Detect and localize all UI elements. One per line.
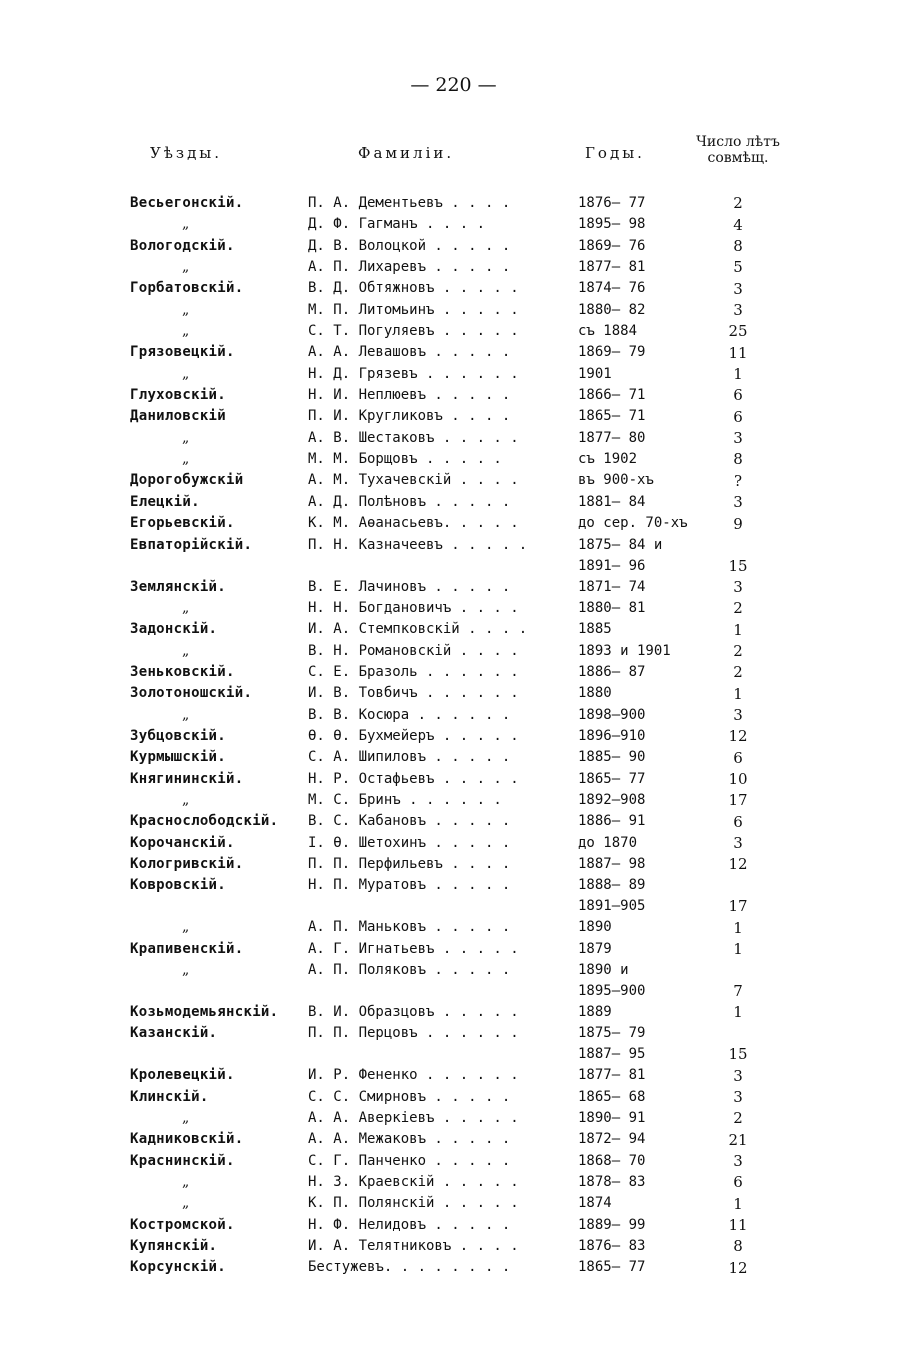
table-row: [130, 278, 768, 299]
years-cell: [578, 257, 708, 278]
years-count-cell: 12: [728, 1258, 748, 1277]
years-count-cell: 2: [733, 194, 743, 213]
years-line: 1890 и: [578, 962, 629, 978]
table-row: [130, 577, 768, 598]
table-row: [130, 321, 768, 342]
years-cell: [578, 662, 708, 683]
surname-cell: К. П. Полянскій . . . . .: [308, 1195, 519, 1212]
years-line: 1888— 89: [578, 877, 646, 894]
header-chislo-let-line1: Число лѣтъ: [696, 134, 780, 150]
table-row: [130, 1236, 768, 1257]
years-cell: [578, 1002, 708, 1023]
years-count-cell: 3: [733, 301, 743, 320]
years-line: 1887— 98: [578, 855, 646, 872]
surname-cell: Н. Ф. Нелидовъ . . . . .: [308, 1216, 511, 1233]
years-line: до сер. 70-хъ: [578, 515, 688, 532]
uezd-cell: Корсунскій.: [130, 1259, 227, 1276]
uezd-cell: „: [182, 301, 190, 318]
years-count-cell: 12: [728, 727, 748, 746]
years-count-cell: ?: [733, 471, 743, 490]
table-row: [130, 726, 768, 747]
years-count-cell: 3: [733, 1066, 743, 1085]
years-cell: [578, 1151, 708, 1172]
years-count-cell: 15: [728, 556, 748, 575]
surname-cell: С. Г. Панченко . . . . .: [308, 1152, 511, 1169]
years-count-cell: 12: [728, 855, 748, 874]
years-cell: [578, 214, 708, 235]
years-count-cell: 3: [733, 833, 743, 852]
years-cell: [578, 917, 708, 938]
uezd-cell: „: [182, 1195, 190, 1212]
uezd-cell: „: [182, 216, 190, 233]
uezd-cell: „: [182, 259, 190, 276]
years-cell: [578, 811, 708, 832]
years-line: до 1870: [578, 834, 638, 851]
table-row: [130, 1002, 768, 1023]
years-cell: [578, 321, 708, 342]
years-count-cell: 8: [733, 1237, 743, 1256]
uezd-cell: Евпаторійскій.: [130, 536, 253, 553]
years-line: въ 900-хъ: [578, 472, 654, 489]
table-row: [130, 875, 768, 917]
years-cell: [578, 1172, 708, 1193]
uezd-cell: „: [182, 962, 190, 978]
marshals-table-body: [130, 193, 768, 1279]
table-row: [130, 917, 768, 938]
table-row: [130, 470, 768, 491]
table-row: [130, 385, 768, 406]
years-line: 1901: [578, 365, 612, 382]
years-count-cell: 3: [733, 279, 743, 298]
header-chislo-let-line2: совмѣщ.: [707, 150, 769, 166]
years-count-cell: 1: [733, 684, 743, 703]
surname-cell: П. И. Кругликовъ . . . .: [308, 408, 511, 425]
years-cell: [578, 1236, 708, 1257]
years-count-cell: 25: [728, 322, 748, 341]
years-line: 1872— 94: [578, 1131, 646, 1148]
years-count-cell: 2: [733, 599, 743, 618]
years-cell: [578, 342, 708, 363]
uezd-cell: Козьмодемьянскій.: [130, 1004, 279, 1020]
years-cell: [578, 278, 708, 299]
years-line: 1876— 77: [578, 195, 646, 211]
surname-cell: В. Д. Обтяжновъ . . . . .: [308, 280, 519, 297]
surname-cell: В. И. Образцовъ . . . . .: [308, 1004, 519, 1020]
years-count-cell: 6: [733, 812, 743, 831]
years-count-cell: 3: [733, 1152, 743, 1171]
years-line: 1891— 96: [578, 557, 646, 574]
surname-cell: А. А. Левашовъ . . . . .: [308, 344, 511, 361]
uezd-cell: Купянскій.: [130, 1238, 218, 1255]
years-count-cell: 6: [733, 386, 743, 405]
table-row: [130, 513, 768, 534]
surname-cell: П. А. Дементьевъ . . . .: [308, 195, 511, 211]
years-line: 1869— 76: [578, 237, 646, 254]
years-cell: [578, 577, 708, 598]
uezd-cell: Елецкій.: [130, 493, 200, 510]
table-row: [130, 833, 768, 854]
years-line: 1874: [578, 1195, 612, 1212]
years-cell: [578, 535, 708, 577]
table-row: [130, 662, 768, 683]
years-line: 1895— 98: [578, 216, 646, 233]
years-cell: [578, 470, 708, 491]
surname-cell: Ѳ. Ѳ. Бухмейеръ . . . . .: [308, 727, 519, 744]
years-line: 1880: [578, 685, 612, 702]
years-line: 1877— 80: [578, 429, 646, 446]
table-row: [130, 1151, 768, 1172]
years-line: 1890— 91: [578, 1110, 646, 1127]
surname-cell: С. С. Смирновъ . . . . .: [308, 1088, 511, 1105]
header-uezdy: Уѣзды.: [150, 144, 223, 162]
uezd-cell: Грязовецкій.: [130, 344, 235, 361]
years-count-cell: 3: [733, 577, 743, 596]
table-row: [130, 236, 768, 257]
uezd-cell: Зеньковскій.: [130, 663, 235, 680]
years-line: 1865— 68: [578, 1088, 646, 1105]
table-row: [130, 535, 768, 577]
header-familii: Фамиліи.: [358, 144, 455, 162]
uezd-cell: Егорьевскій.: [130, 515, 235, 532]
years-line: 1886— 91: [578, 813, 646, 830]
years-cell: [578, 300, 708, 321]
years-cell: [578, 1065, 708, 1086]
surname-cell: М. М. Борщовъ . . . . .: [308, 451, 502, 468]
table-row: [130, 214, 768, 235]
marshals-table: [130, 193, 768, 1279]
years-line: 1874— 76: [578, 280, 646, 297]
surname-cell: И. А. Стемпковскій . . . .: [308, 621, 528, 638]
table-row: [130, 492, 768, 513]
uezd-cell: Весьегонскій.: [130, 195, 244, 211]
years-count-cell: 3: [733, 705, 743, 724]
years-line: 1885— 90: [578, 749, 646, 766]
years-cell: [578, 1087, 708, 1108]
surname-cell: А. В. Шестаковъ . . . . .: [308, 429, 519, 446]
uezd-cell: „: [182, 429, 190, 446]
surname-cell: А. Д. Полѣновъ . . . . .: [308, 493, 511, 510]
years-line: 1868— 70: [578, 1152, 646, 1169]
uezd-cell: Вологодскій.: [130, 237, 235, 254]
uezd-cell: Костромской.: [130, 1216, 235, 1233]
years-count-cell: 4: [733, 215, 743, 234]
uezd-cell: Кадниковскій.: [130, 1131, 244, 1148]
surname-cell: В. В. Косюра . . . . . .: [308, 706, 511, 723]
table-row: [130, 1257, 768, 1278]
years-line: 1877— 81: [578, 259, 646, 276]
table-row: [130, 342, 768, 363]
surname-cell: Н. Д. Грязевъ . . . . . .: [308, 365, 519, 382]
years-line: 1880— 82: [578, 301, 646, 318]
table-row: [130, 1172, 768, 1193]
table-row: [130, 790, 768, 811]
table-row: [130, 1087, 768, 1108]
surname-cell: А. А. Аверкіевъ . . . . .: [308, 1110, 519, 1127]
years-line: 1876— 83: [578, 1238, 646, 1255]
uezd-cell: Кролевецкій.: [130, 1067, 235, 1084]
years-line: 1879: [578, 940, 612, 957]
years-line: 1880— 81: [578, 599, 646, 616]
surname-cell: Н. З. Краевскій . . . . .: [308, 1174, 519, 1191]
years-count-cell: 8: [733, 237, 743, 256]
table-row: [130, 641, 768, 662]
uezd-cell: Золотоношскій.: [130, 685, 253, 702]
years-line: 1889: [578, 1004, 612, 1020]
years-line: съ 1902: [578, 451, 638, 468]
surname-cell: Н. Н. Богдановичъ . . . .: [308, 599, 519, 616]
table-row: [130, 598, 768, 619]
uezd-cell: Княгининскій.: [130, 770, 244, 787]
years-cell: [578, 1193, 708, 1214]
years-count-cell: 2: [733, 1109, 743, 1128]
surname-cell: Бестужевъ. . . . . . . .: [308, 1259, 511, 1276]
years-line: 1893 и 1901: [578, 642, 671, 659]
years-line: 1869— 79: [578, 344, 646, 361]
years-cell: [578, 1108, 708, 1129]
years-line: 1875— 84 и: [578, 536, 663, 553]
uezd-cell: Краснинскій.: [130, 1152, 235, 1169]
surname-cell: И. Р. Фененко . . . . . .: [308, 1067, 519, 1084]
years-count-cell: 7: [733, 982, 743, 1000]
table-row: [130, 1215, 768, 1236]
surname-cell: В. Е. Лачиновъ . . . . .: [308, 578, 511, 595]
years-count-cell: 2: [733, 641, 743, 660]
surname-cell: И. А. Телятниковъ . . . .: [308, 1238, 519, 1255]
years-line: 1885: [578, 621, 612, 638]
table-row: [130, 406, 768, 427]
uezd-cell: Крапивенскій.: [130, 940, 244, 957]
table-row: [130, 619, 768, 640]
table-row: [130, 683, 768, 704]
uezd-cell: „: [182, 323, 190, 340]
table-row: [130, 193, 768, 214]
years-line: 1898—900: [578, 706, 646, 723]
years-count-cell: 1: [733, 940, 743, 958]
surname-cell: М. П. Литомьинъ . . . . .: [308, 301, 519, 318]
uezd-cell: Горбатовскій.: [130, 280, 244, 297]
uezd-cell: „: [182, 919, 190, 936]
years-count-cell: 2: [733, 663, 743, 682]
years-cell: [578, 1257, 708, 1278]
uezd-cell: Краснослободскій.: [130, 813, 279, 830]
surname-cell: А. П. Поляковъ . . . . .: [308, 962, 511, 978]
surname-cell: С. Т. Погуляевъ . . . . .: [308, 323, 519, 340]
years-cell: [578, 492, 708, 513]
years-count-cell: 1: [733, 620, 743, 639]
table-row: [130, 960, 768, 1002]
uezd-cell: „: [182, 642, 190, 659]
surname-cell: Н. Р. Остафьевъ . . . . .: [308, 770, 519, 787]
years-count-cell: 6: [733, 1173, 743, 1192]
years-cell: [578, 619, 708, 640]
years-cell: [578, 406, 708, 427]
uezd-cell: Дорогобужскій: [130, 472, 244, 489]
years-cell: [578, 769, 708, 790]
header-chislo-let: [690, 134, 786, 166]
uezd-cell: Ковровскій.: [130, 877, 227, 894]
uezd-cell: „: [182, 1174, 190, 1191]
table-row: [130, 854, 768, 875]
table-row: [130, 1065, 768, 1086]
table-row: [130, 939, 768, 960]
surname-cell: И. В. Товбичъ . . . . . .: [308, 685, 519, 702]
uezd-cell: Клинскій.: [130, 1088, 209, 1105]
years-line: 1871— 74: [578, 578, 646, 595]
uezd-cell: Землянскій.: [130, 578, 227, 595]
years-cell: [578, 854, 708, 875]
surname-cell: В. Н. Романовскій . . . .: [308, 642, 519, 659]
uezd-cell: Глуховскій.: [130, 387, 227, 404]
uezd-cell: Корочанскій.: [130, 834, 235, 851]
years-count-cell: 1: [733, 1003, 743, 1022]
years-count-cell: 21: [728, 1130, 748, 1149]
surname-cell: М. С. Бринъ . . . . . .: [308, 791, 502, 808]
years-count-cell: 11: [728, 1216, 748, 1235]
years-cell: [578, 960, 708, 1002]
surname-cell: А. Г. Игнатьевъ . . . . .: [308, 940, 519, 957]
years-line: 1889— 99: [578, 1216, 646, 1233]
uezd-cell: Даниловскій: [130, 408, 227, 425]
table-row: [130, 747, 768, 768]
table-row: [130, 364, 768, 385]
surname-cell: Д. Ф. Гагманъ . . . .: [308, 216, 486, 233]
years-cell: [578, 428, 708, 449]
surname-cell: І. Ѳ. Шетохинъ . . . . .: [308, 834, 511, 851]
surname-cell: А. А. Межаковъ . . . . .: [308, 1131, 511, 1148]
surname-cell: А. П. Лихаревъ . . . . .: [308, 259, 511, 276]
uezd-cell: Курмышскій.: [130, 749, 227, 766]
years-cell: [578, 726, 708, 747]
years-count-cell: 17: [728, 897, 748, 916]
surname-cell: Н. И. Неплюевъ . . . . .: [308, 387, 511, 404]
years-cell: [578, 939, 708, 960]
years-cell: [578, 1215, 708, 1236]
surname-cell: А. П. Маньковъ . . . . .: [308, 919, 511, 936]
surname-cell: К. М. Аѳанасьевъ. . . . .: [308, 515, 519, 532]
table-row: [130, 1193, 768, 1214]
uezd-cell: „: [182, 791, 190, 808]
years-count-cell: 9: [733, 514, 743, 533]
table-row: [130, 1129, 768, 1150]
uezd-cell: „: [182, 1110, 190, 1127]
table-row: [130, 1023, 768, 1065]
table-row: [130, 769, 768, 790]
years-cell: [578, 875, 708, 917]
years-count-cell: 5: [733, 258, 743, 277]
years-count-cell: 6: [733, 407, 743, 426]
uezd-cell: „: [182, 599, 190, 616]
surname-cell: С. А. Шипиловъ . . . . .: [308, 749, 511, 766]
uezd-cell: Задонскій.: [130, 621, 218, 638]
years-cell: [578, 236, 708, 257]
years-count-cell: 10: [728, 769, 748, 788]
table-row: [130, 705, 768, 726]
years-cell: [578, 833, 708, 854]
years-line: 1875— 79: [578, 1025, 646, 1042]
years-cell: [578, 1023, 708, 1065]
years-line: съ 1884: [578, 323, 638, 340]
years-cell: [578, 1129, 708, 1150]
table-row: [130, 300, 768, 321]
years-count-cell: 1: [733, 918, 743, 937]
uezd-cell: „: [182, 451, 190, 468]
years-cell: [578, 683, 708, 704]
years-line: 1887— 95: [578, 1046, 646, 1063]
years-line: 1865— 71: [578, 408, 646, 425]
years-cell: [578, 790, 708, 811]
years-count-cell: 17: [728, 791, 748, 810]
surname-cell: Н. П. Муратовъ . . . . .: [308, 877, 511, 894]
years-count-cell: 8: [733, 450, 743, 469]
years-cell: [578, 747, 708, 768]
uezd-cell: „: [182, 706, 190, 723]
years-cell: [578, 385, 708, 406]
years-cell: [578, 641, 708, 662]
years-cell: [578, 364, 708, 385]
years-line: 1890: [578, 919, 612, 936]
table-row: [130, 811, 768, 832]
years-cell: [578, 705, 708, 726]
years-count-cell: 11: [728, 343, 748, 362]
years-line: 1886— 87: [578, 663, 646, 680]
years-count-cell: 1: [733, 365, 743, 384]
years-cell: [578, 513, 708, 534]
years-line: 1892—908: [578, 791, 646, 808]
years-count-cell: 15: [728, 1045, 748, 1064]
years-line: 1896—910: [578, 727, 646, 744]
years-count-cell: 1: [733, 1194, 743, 1213]
surname-cell: П. Н. Казначеевъ . . . . .: [308, 536, 528, 553]
surname-cell: Д. В. Волоцкой . . . . .: [308, 237, 511, 254]
surname-cell: С. Е. Бразоль . . . . . .: [308, 663, 519, 680]
page-number: — 220 —: [410, 74, 497, 96]
years-line: 1891—905: [578, 898, 646, 915]
years-line: 1895—900: [578, 983, 646, 999]
years-line: 1865— 77: [578, 770, 646, 787]
years-line: 1865— 77: [578, 1259, 646, 1276]
years-count-cell: 3: [733, 429, 743, 448]
years-line: 1877— 81: [578, 1067, 646, 1084]
years-line: 1881— 84: [578, 493, 646, 510]
uezd-cell: Кологривскій.: [130, 855, 244, 872]
uezd-cell: „: [182, 365, 190, 382]
years-line: 1878— 83: [578, 1174, 646, 1191]
uezd-cell: Зубцовскій.: [130, 727, 227, 744]
surname-cell: П. П. Перцовъ . . . . . .: [308, 1025, 519, 1042]
years-line: 1866— 71: [578, 387, 646, 404]
surname-cell: А. М. Тухачевскій . . . .: [308, 472, 519, 489]
uezd-cell: Казанскій.: [130, 1025, 218, 1042]
header-gody: Годы.: [585, 144, 645, 162]
years-cell: [578, 449, 708, 470]
table-row: [130, 1108, 768, 1129]
table-row: [130, 257, 768, 278]
years-count-cell: 3: [733, 493, 743, 512]
years-cell: [578, 193, 708, 214]
surname-cell: П. П. Перфильевъ . . . .: [308, 855, 511, 872]
surname-cell: В. С. Кабановъ . . . . .: [308, 813, 511, 830]
table-row: [130, 428, 768, 449]
years-cell: [578, 598, 708, 619]
years-count-cell: 3: [733, 1088, 743, 1107]
years-count-cell: 6: [733, 748, 743, 767]
table-row: [130, 449, 768, 470]
